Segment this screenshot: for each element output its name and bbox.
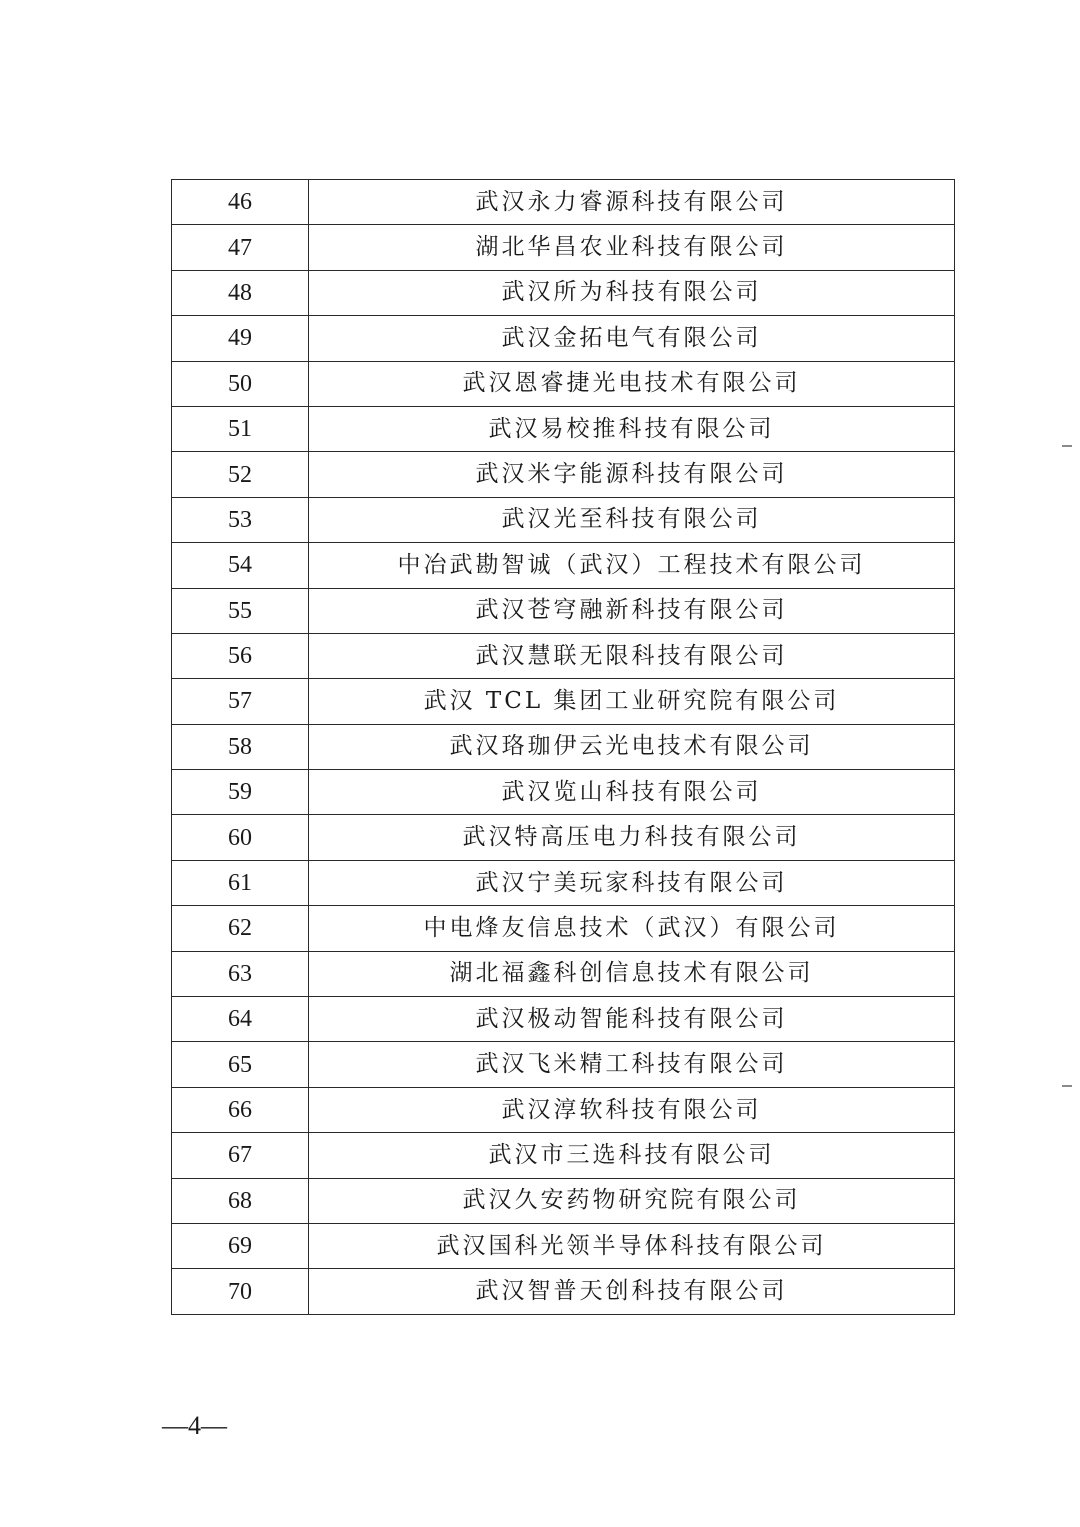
company-name: 武汉久安药物研究院有限公司 bbox=[309, 1178, 955, 1223]
company-list-body bbox=[172, 180, 955, 1315]
table-row bbox=[172, 1223, 955, 1268]
table-row bbox=[172, 180, 955, 225]
company-name: 武汉所为科技有限公司 bbox=[309, 270, 955, 315]
company-name: 武汉市三选科技有限公司 bbox=[309, 1133, 955, 1178]
table-row bbox=[172, 452, 955, 497]
row-number: 61 bbox=[172, 860, 309, 905]
row-number: 62 bbox=[172, 906, 309, 951]
row-number: 57 bbox=[172, 679, 309, 724]
table-row bbox=[172, 633, 955, 678]
page-number: —4— bbox=[162, 1411, 227, 1440]
company-name: 武汉永力睿源科技有限公司 bbox=[309, 180, 955, 225]
company-name: 中电烽友信息技术（武汉）有限公司 bbox=[309, 906, 955, 951]
row-number: 56 bbox=[172, 633, 309, 678]
table-row bbox=[172, 724, 955, 769]
company-name: 武汉慧联无限科技有限公司 bbox=[309, 633, 955, 678]
row-number: 47 bbox=[172, 225, 309, 270]
company-name: 中冶武勘智诚（武汉）工程技术有限公司 bbox=[309, 543, 955, 588]
row-number: 58 bbox=[172, 724, 309, 769]
company-name: 武汉飞米精工科技有限公司 bbox=[309, 1042, 955, 1087]
row-number: 55 bbox=[172, 588, 309, 633]
company-name: 武汉光至科技有限公司 bbox=[309, 497, 955, 542]
company-name: 武汉极动智能科技有限公司 bbox=[309, 997, 955, 1042]
row-number: 67 bbox=[172, 1133, 309, 1178]
row-number: 63 bbox=[172, 951, 309, 996]
table-row bbox=[172, 1178, 955, 1223]
table-row bbox=[172, 543, 955, 588]
table-row bbox=[172, 906, 955, 951]
row-number: 51 bbox=[172, 406, 309, 451]
table-row bbox=[172, 815, 955, 860]
company-name: 武汉淳软科技有限公司 bbox=[309, 1087, 955, 1132]
row-number: 54 bbox=[172, 543, 309, 588]
table-row bbox=[172, 588, 955, 633]
table-row bbox=[172, 361, 955, 406]
table-row bbox=[172, 225, 955, 270]
company-name: 武汉米字能源科技有限公司 bbox=[309, 452, 955, 497]
row-number: 53 bbox=[172, 497, 309, 542]
table-row bbox=[172, 679, 955, 724]
company-name: 武汉智普天创科技有限公司 bbox=[309, 1269, 955, 1314]
table-row bbox=[172, 1269, 955, 1314]
company-name: 武汉易校推科技有限公司 bbox=[309, 406, 955, 451]
scan-mark bbox=[1062, 445, 1072, 447]
company-name: 武汉金拓电气有限公司 bbox=[309, 316, 955, 361]
company-name: 武汉恩睿捷光电技术有限公司 bbox=[309, 361, 955, 406]
company-name: 武汉苍穹融新科技有限公司 bbox=[309, 588, 955, 633]
table-row bbox=[172, 270, 955, 315]
company-name: 湖北华昌农业科技有限公司 bbox=[309, 225, 955, 270]
row-number: 50 bbox=[172, 361, 309, 406]
row-number: 59 bbox=[172, 770, 309, 815]
company-name: 武汉珞珈伊云光电技术有限公司 bbox=[309, 724, 955, 769]
table-row bbox=[172, 1042, 955, 1087]
row-number: 48 bbox=[172, 270, 309, 315]
row-number: 60 bbox=[172, 815, 309, 860]
row-number: 49 bbox=[172, 316, 309, 361]
table-row bbox=[172, 1133, 955, 1178]
table-row bbox=[172, 951, 955, 996]
company-name: 武汉 TCL 集团工业研究院有限公司 bbox=[309, 679, 955, 724]
table-row bbox=[172, 997, 955, 1042]
row-number: 66 bbox=[172, 1087, 309, 1132]
row-number: 68 bbox=[172, 1178, 309, 1223]
company-name: 武汉国科光领半导体科技有限公司 bbox=[309, 1223, 955, 1268]
company-name: 武汉特高压电力科技有限公司 bbox=[309, 815, 955, 860]
row-number: 52 bbox=[172, 452, 309, 497]
scan-mark bbox=[1062, 1085, 1072, 1087]
row-number: 64 bbox=[172, 997, 309, 1042]
table-row bbox=[172, 406, 955, 451]
table-row bbox=[172, 860, 955, 905]
row-number: 46 bbox=[172, 180, 309, 225]
table-row bbox=[172, 1087, 955, 1132]
row-number: 70 bbox=[172, 1269, 309, 1314]
row-number: 69 bbox=[172, 1223, 309, 1268]
table-row bbox=[172, 316, 955, 361]
company-name: 武汉宁美玩家科技有限公司 bbox=[309, 860, 955, 905]
table-row bbox=[172, 497, 955, 542]
table-row bbox=[172, 770, 955, 815]
row-number: 65 bbox=[172, 1042, 309, 1087]
company-name: 湖北福鑫科创信息技术有限公司 bbox=[309, 951, 955, 996]
company-list-table bbox=[171, 179, 955, 1315]
company-name: 武汉览山科技有限公司 bbox=[309, 770, 955, 815]
